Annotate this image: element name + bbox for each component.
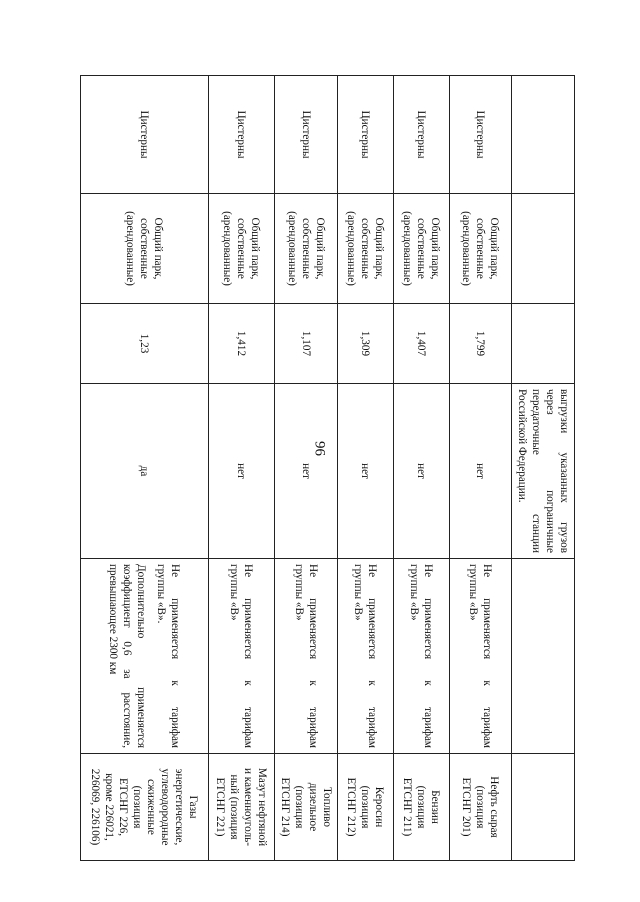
cargo-line: ЕТСНГ 214) [279,777,291,837]
park-line: Общий парк, [488,217,501,280]
cell-park [209,194,275,304]
park-line: собственные [415,218,428,279]
park-line: собственные [474,218,487,279]
park-line: (арендованные) [286,211,298,286]
note-line: коэффициент 0,6 за расстояние, [121,564,134,748]
note-line: группы «В» [228,564,241,621]
tariff-table-container [85,75,575,860]
cell-applies: нет [209,384,275,559]
cargo-line: Мазут нефтяной [256,767,269,847]
table-row [209,76,275,861]
cell-coefficient: 1,799 [450,304,512,384]
cell-note [394,559,450,754]
cell-applies: нет [394,384,450,559]
cell-wagon-type: Цистерны [450,76,512,194]
continuation-line: передаточные станции [530,389,542,553]
park-line: Общий парк, [429,217,442,280]
cell-park [275,194,338,304]
cell-note [209,559,275,754]
cargo-line: ЕТСНГ 221) [214,777,227,837]
cell-coefficient: 1,309 [338,304,394,384]
cell-applies: да [81,384,209,559]
note-line: превышающее 2300 км [107,564,120,675]
note-line: группы «В» [408,564,421,621]
cargo-line: Газы [187,795,200,819]
cell-cargo [450,754,512,861]
cargo-line: (позиция [293,785,305,829]
cargo-line: (позиция [474,785,487,829]
cargo-line: ЕТСНГ 201) [460,777,473,837]
park-line: (арендованные) [124,211,137,286]
cargo-line: Бензин [429,790,442,824]
cargo-line: Топливо [321,787,333,827]
park-line: Общий парк, [249,217,262,280]
park-line: (арендованные) [345,211,358,286]
cell-park [450,194,512,304]
cell-park-header [512,194,575,304]
cell-continuation-text [512,384,575,559]
cargo-line: ЕТСНГ 212) [345,777,358,837]
note-line: Не применяется к тарифам [366,564,379,748]
cell-note [81,559,209,754]
continuation-line: через пограничные [544,389,556,553]
cargo-line: и каменноуголь- [242,768,255,846]
cell-park [394,194,450,304]
park-line: Общий парк, [373,217,386,280]
table-row [450,76,512,861]
cell-applies: нет [338,384,394,559]
note-line: Дополнительно применяется [135,564,148,748]
cargo-line: ЕТСНГ 211) [401,777,414,837]
cargo-line: сжиженные [145,779,158,835]
note-line: группы «В». [155,564,168,624]
cell-note [338,559,394,754]
note-line: Не применяется к тарифам [242,564,255,748]
cargo-line: 226069, 226106) [89,768,102,846]
note-line: Не применяется к тарифам [307,564,319,748]
cell-coefficient: 1,23 [81,304,209,384]
note-line: Не применяется к тарифам [422,564,435,748]
note-line: группы «В» [293,564,305,621]
continuation-line: Российской Федерации. [516,389,528,503]
cell-cargo-header [512,754,575,861]
cell-park [81,194,209,304]
park-line: (арендованные) [460,211,473,286]
cell-wagon-header [512,76,575,194]
park-line: (арендованные) [221,211,234,286]
cargo-line: Нефть сырая [488,776,501,838]
cargo-line: Керосин [373,786,386,828]
cell-coefficient: 1,107 [275,304,338,384]
cargo-line: ный (позиция [228,774,241,840]
cell-note [450,559,512,754]
cell-wagon-type: Цистерны [275,76,338,194]
park-line: собственные [300,218,312,279]
table-row [338,76,394,861]
park-line: (арендованные) [401,211,414,286]
cargo-line: кроме 226021, [103,773,116,841]
note-line: группы «В» [467,564,480,621]
cargo-line: (позиция [359,785,372,829]
cargo-line: дизельное [307,782,319,832]
cell-note [275,559,338,754]
cargo-line: ЕТСНГ 226, [117,777,130,837]
cell-wagon-type: Цистерны [394,76,450,194]
continuation-line: выгрузки указанных грузов [558,389,570,553]
cell-cargo [209,754,275,861]
park-line: собственные [235,218,248,279]
cargo-line: (позиция [131,785,144,829]
cell-applies: нет [450,384,512,559]
table-row [275,76,338,861]
cargo-line: углеводородные [159,768,172,846]
cell-coefficient: 1,407 [394,304,450,384]
park-line: собственные [138,218,151,279]
cell-wagon-type: Цистерны [81,76,209,194]
cell-cargo [275,754,338,861]
note-line: группы «В» [352,564,365,621]
rotated-table-area [85,75,575,860]
cargo-line: энергетические, [173,768,186,846]
cell-cargo [81,754,209,861]
park-line: Общий парк, [314,217,326,280]
note-line: Не применяется к тарифам [169,564,182,748]
cell-park [338,194,394,304]
table-row-header [512,76,575,861]
cargo-line: (позиция [415,785,428,829]
page-number: 96 [311,441,328,456]
note-line: Не применяется к тарифам [481,564,494,748]
park-line: собственные [359,218,372,279]
cell-note-header [512,559,575,754]
cell-coefficient-header [512,304,575,384]
cell-cargo [338,754,394,861]
cell-wagon-type: Цистерны [209,76,275,194]
cell-coefficient: 1,412 [209,304,275,384]
cell-applies: нет [275,384,338,559]
cell-wagon-type: Цистерны [338,76,394,194]
table-row [394,76,450,861]
cell-cargo [394,754,450,861]
table-row [81,76,209,861]
park-line: Общий парк, [152,217,165,280]
tariff-table [80,75,575,861]
